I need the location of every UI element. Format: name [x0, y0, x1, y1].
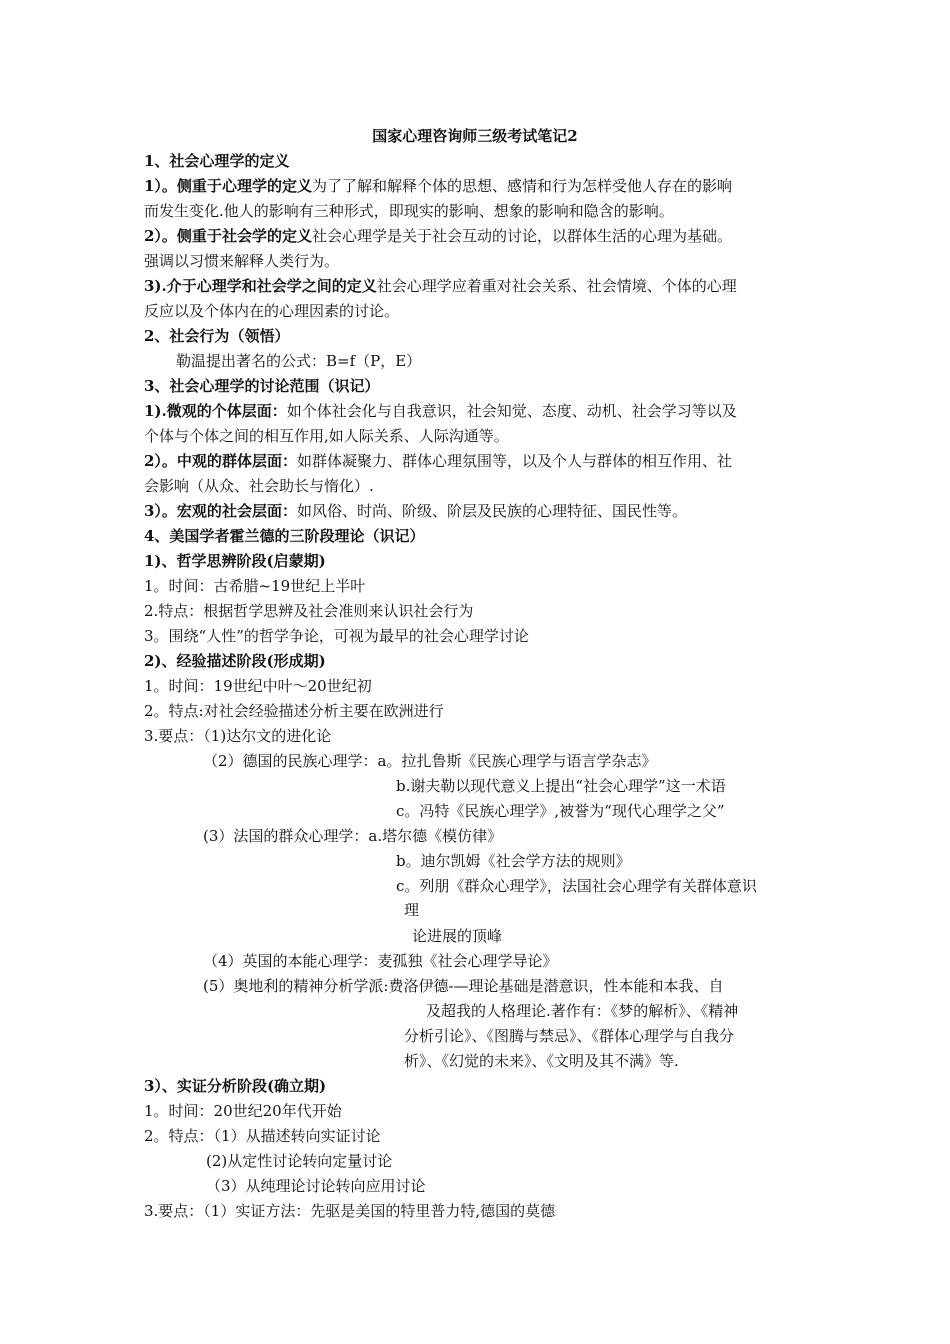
section-heading-research-scope: 3、社会心理学的讨论范围（识记） [144, 377, 380, 395]
list-item: 2。特点:对社会经验描述分析主要在欧洲进行 [144, 702, 444, 720]
list-item: （3）从纯理论讨论转向应用讨论 [206, 1177, 426, 1195]
list-item: (5）奥地利的精神分析学派:费洛伊德-—理论基础是潜意识，性本能和本我、自 [203, 977, 724, 995]
term: 3）。宏观的社会层面： [144, 502, 297, 520]
term: 2）。中观的群体层面： [144, 452, 297, 470]
section-heading-definition: 1、社会心理学的定义 [144, 152, 290, 170]
list-item: 3.要点：（1)达尔文的进化论 [144, 727, 332, 745]
stage-heading-empirical-analysis: 3）、实证分析阶段(确立期) [144, 1077, 327, 1095]
text: 为了了解和解释个体的思想、感情和行为怎样受他人存在的影响 [311, 177, 732, 195]
term: 1）。侧重于心理学的定义 [144, 177, 312, 195]
text: 社会心理学是关于社会互动的讨论，以群体生活的心理为基础。 [311, 227, 732, 245]
text: 社会心理学应着重对社会关系、社会情境、个体的心理 [376, 277, 737, 295]
paragraph [144, 226, 732, 246]
paragraph-line: 勒温提出著名的公式：B=f（P，E） [176, 352, 422, 370]
paragraph [144, 176, 732, 196]
list-item: 及超我的人格理论.著作有：《梦的解析》、《精神 [426, 1002, 739, 1020]
paragraph-line: 个体与个体之间的相互作用,如人际关系、人际沟通等。 [144, 427, 509, 445]
list-item: （2）德国的民族心理学：a。拉扎鲁斯《民族心理学与语言学杂志》 [203, 752, 657, 770]
document-title: 国家心理咨询师三级考试笔记2 [372, 127, 578, 145]
term: 3).介于心理学和社会学之间的定义 [144, 277, 377, 295]
list-item: 1。时间：19世纪中叶～20世纪初 [144, 677, 372, 695]
term: 1).微观的个体层面： [144, 402, 287, 420]
list-item: (2)从定性讨论转向定量讨论 [206, 1152, 393, 1170]
paragraph [144, 401, 737, 421]
list-item: 论进展的顶峰 [412, 927, 503, 945]
list-item: （4）英国的本能心理学：麦孤独《社会心理学导论》 [203, 952, 558, 970]
paragraph [144, 276, 737, 296]
list-item: b。迪尔凯姆《社会学方法的规则》 [396, 852, 631, 870]
text: 如个体社会化与自我意识，社会知觉、态度、动机、社会学习等以及 [286, 402, 737, 420]
text: 如风俗、时尚、阶级、阶层及民族的心理特征、国民性等。 [296, 502, 687, 520]
list-item: 2。特点：（1）从描述转向实证讨论 [144, 1127, 381, 1145]
list-item: 2.特点：根据哲学思辨及社会准则来认识社会行为 [144, 602, 474, 620]
paragraph-line: 会影响（从众、社会助长与惰化）. [144, 477, 374, 495]
list-item: 理 [404, 901, 420, 919]
list-item: 分析引论》、《图腾与禁忌》、《群体心理学与自我分 [404, 1027, 735, 1045]
section-heading-social-behavior: 2、社会行为（领悟） [144, 327, 290, 345]
list-item: b.谢夫勒以现代意义上提出“社会心理学”这一术语 [396, 777, 726, 795]
paragraph-line: 反应以及个体内在的心理因素的讨论。 [144, 302, 400, 320]
list-item: (3）法国的群众心理学：a.塔尔德《模仿律》 [203, 827, 503, 845]
term: 2）。侧重于社会学的定义 [144, 227, 312, 245]
list-item: c。列朋《群众心理学》，法国社会心理学有关群体意识 [396, 877, 757, 895]
list-item: 1。时间：20世纪20年代开始 [144, 1102, 342, 1120]
paragraph-line: 强调以习惯来解释人类行为。 [144, 252, 340, 270]
stage-heading-philosophy: 1)、哲学思辨阶段(启蒙期) [144, 552, 326, 570]
stage-heading-empirical-description: 2)、经验描述阶段(形成期) [144, 652, 326, 670]
paragraph-line: 而发生变化.他人的影响有三种形式，即现实的影响、想象的影响和隐含的影响。 [144, 202, 674, 220]
list-item: 1。时间：古希腊~19世纪上半叶 [144, 577, 366, 595]
list-item: 析》、《幻觉的未来》、《文明及其不满》等. [404, 1052, 679, 1070]
list-item: 3。围绕“人性”的哲学争论，可视为最早的社会心理学讨论 [144, 627, 529, 645]
list-item: c。冯特《民族心理学》,被誉为“现代心理学之父” [396, 802, 725, 820]
text: 如群体凝聚力、群体心理氛围等，以及个人与群体的相互作用、社 [296, 452, 732, 470]
list-item: 3.要点：（1）实证方法：先驱是美国的特里普力特,德国的莫德 [144, 1202, 556, 1220]
paragraph [144, 501, 687, 521]
paragraph [144, 451, 732, 471]
section-heading-three-stages: 4、美国学者霍兰德的三阶段理论（识记） [144, 527, 425, 545]
